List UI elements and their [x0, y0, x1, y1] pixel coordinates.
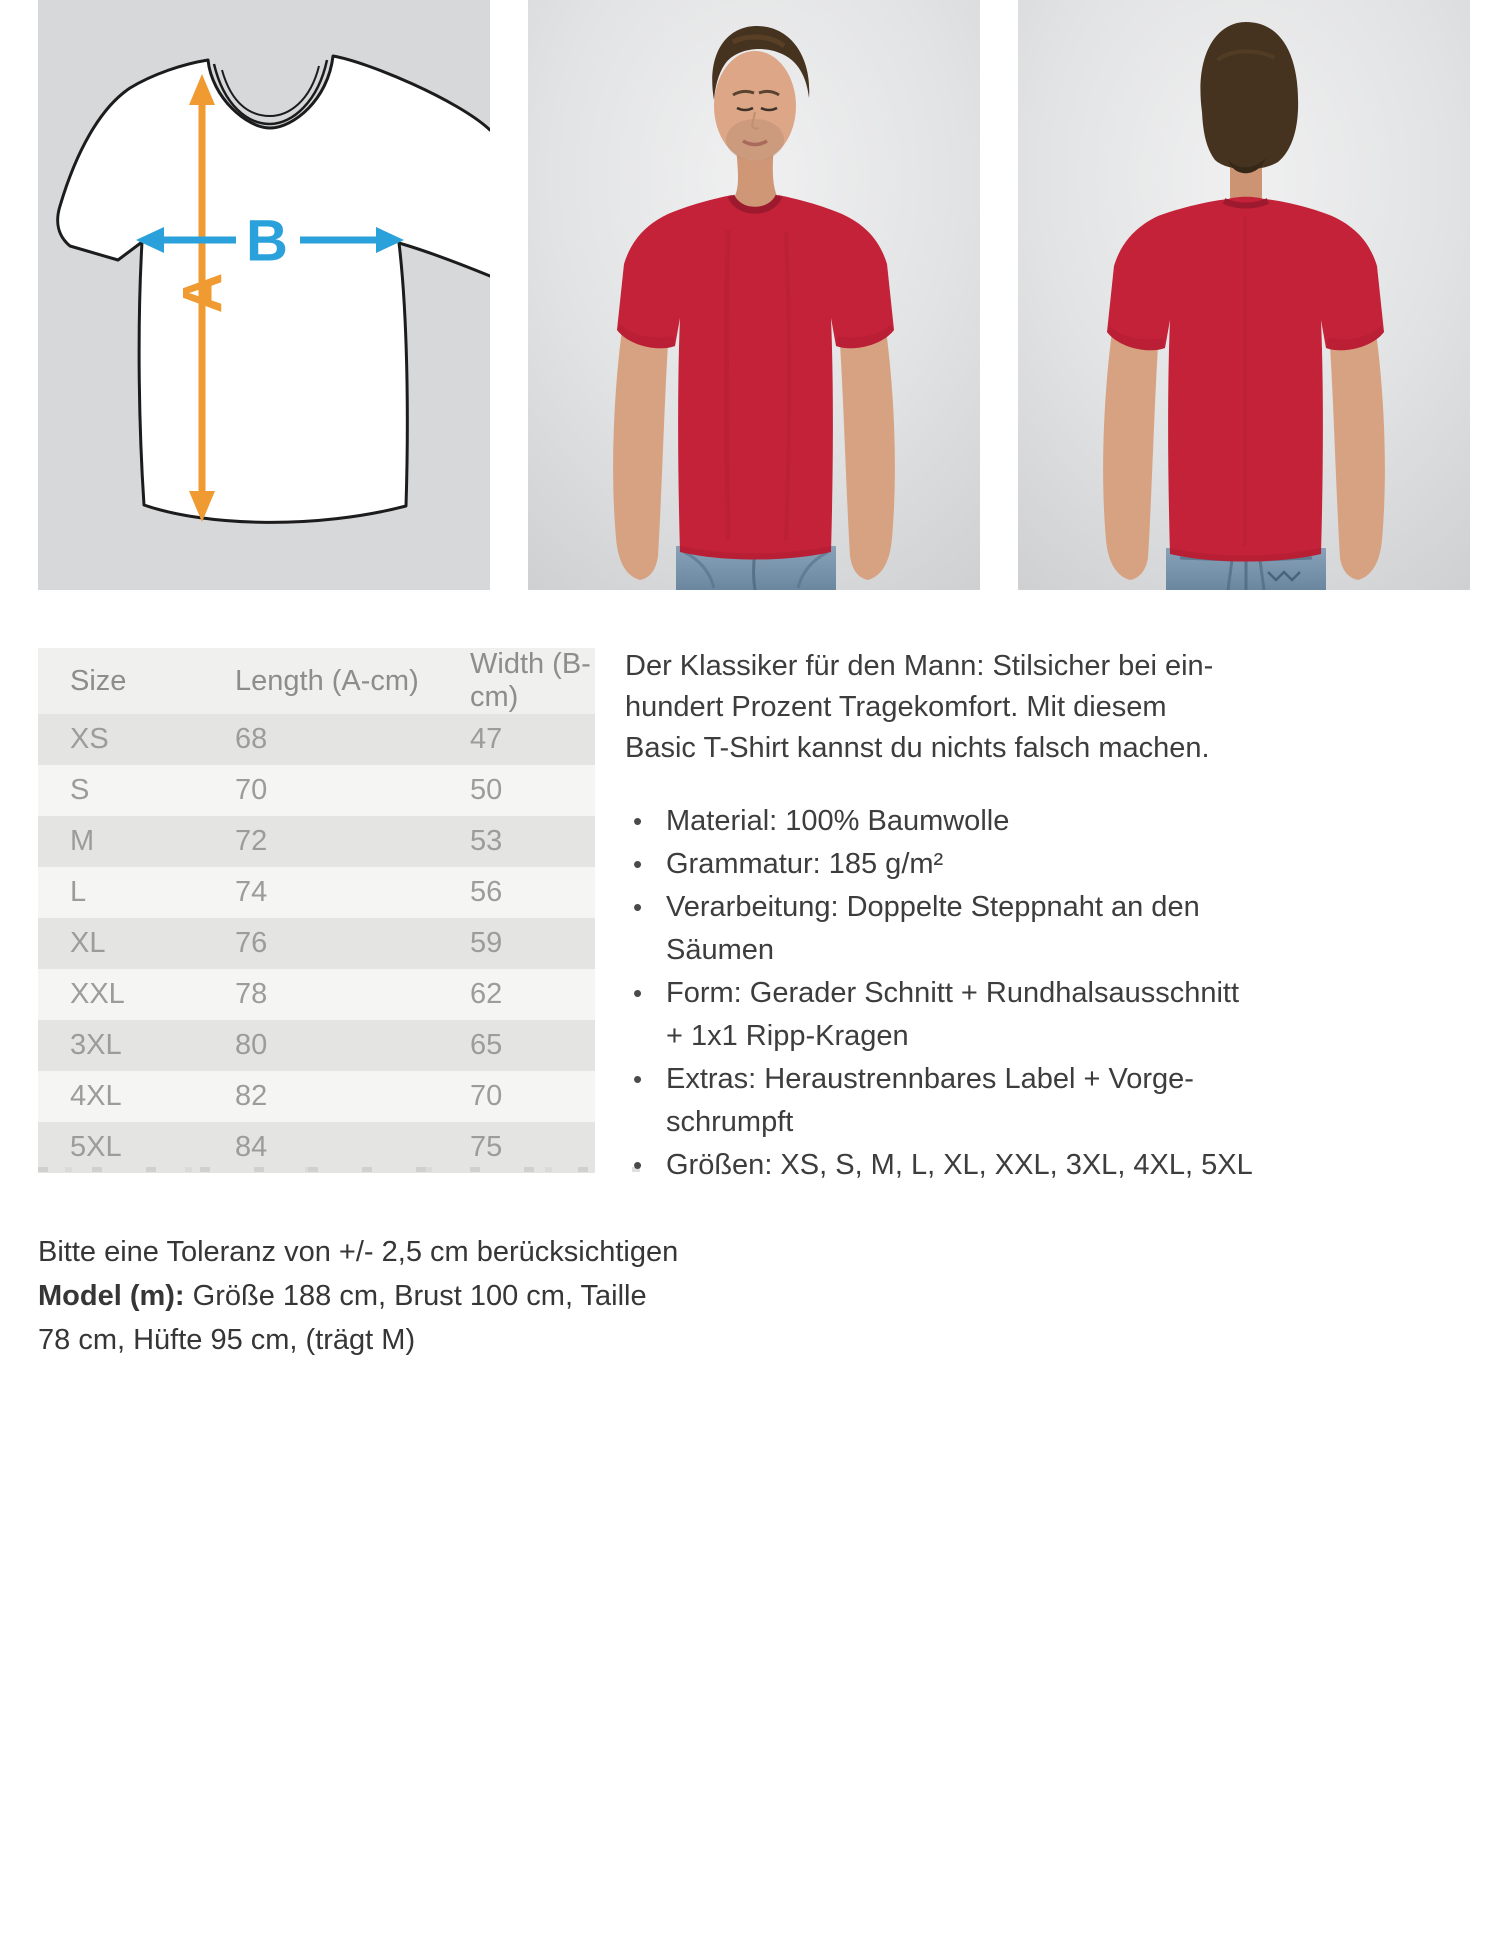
table-row — [38, 969, 595, 1020]
table-cell: XL — [38, 918, 203, 969]
column-header-length: Length (A-cm) — [203, 648, 438, 714]
table-cell: 4XL — [38, 1071, 203, 1122]
bullet-icon: • — [633, 806, 643, 836]
model-back-photo — [1018, 0, 1470, 590]
table-cell: 82 — [203, 1071, 438, 1122]
description-intro — [625, 646, 1435, 769]
table-cell: 72 — [203, 816, 438, 867]
length-a-label: A — [170, 272, 234, 314]
table-row — [38, 816, 595, 867]
bullet-icon: • — [633, 1064, 643, 1094]
table-cell: 50 — [438, 765, 595, 816]
table-cell: 53 — [438, 816, 595, 867]
bullet-icon: • — [633, 1150, 643, 1180]
spec-item-grammatur — [625, 843, 1435, 886]
model-info-line-2: 78 cm, Hüfte 95 cm, (trägt M) — [38, 1324, 416, 1356]
bullet-icon: • — [633, 978, 643, 1008]
table-cell: 56 — [438, 867, 595, 918]
width-b-label: B — [246, 208, 288, 274]
table-cell: L — [38, 867, 203, 918]
table-cell: 70 — [203, 765, 438, 816]
table-cell: 65 — [438, 1020, 595, 1071]
size-diagram-image — [38, 0, 490, 590]
table-row — [38, 1020, 595, 1071]
table-cell: 74 — [203, 867, 438, 918]
table-cell: XXL — [38, 969, 203, 1020]
model-front-illustration — [528, 0, 980, 590]
table-cell: 3XL — [38, 1020, 203, 1071]
spec-text: Extras: Heraustrennbares Label + Vorge- — [666, 1063, 1194, 1095]
size-chart-table — [38, 648, 595, 1173]
spec-text: Form: Gerader Schnitt + Rundhalsausschnitt — [666, 977, 1240, 1009]
tshirt-measurement-diagram — [38, 0, 490, 590]
column-header-width: Width (B-cm) — [438, 648, 595, 714]
model-back-illustration — [1018, 0, 1470, 590]
column-header-size: Size — [38, 648, 203, 714]
model-label: Model (m): — [38, 1280, 185, 1312]
bullet-icon: • — [633, 849, 643, 879]
table-cell: XS — [38, 714, 203, 765]
table-cell: 59 — [438, 918, 595, 969]
intro-line: hundert Prozent Tragekomfort. Mit diesem — [625, 691, 1167, 723]
spec-text: Material: 100% Baumwolle — [666, 805, 1010, 837]
intro-line: Der Klassiker für den Mann: Stilsicher bei ein- — [625, 650, 1214, 682]
tolerance-line: Bitte eine Toleranz von +/- 2,5 cm berücksichtigen — [38, 1236, 679, 1268]
table-row — [38, 765, 595, 816]
table-row — [38, 714, 595, 765]
spec-item-material — [625, 800, 1435, 843]
product-description — [625, 646, 1435, 1187]
model-info-text: Größe 188 cm, Brust 100 cm, Taille — [184, 1280, 647, 1312]
table-row — [38, 1122, 595, 1173]
cropped-text-artifact — [38, 1167, 640, 1172]
spec-item-verarbeitung — [625, 886, 1435, 972]
table-cell: M — [38, 816, 203, 867]
table-cell: 68 — [203, 714, 438, 765]
table-cell: 62 — [438, 969, 595, 1020]
model-front-photo — [528, 0, 980, 590]
hair — [1200, 22, 1298, 169]
spec-text: schrumpft — [666, 1106, 794, 1138]
table-cell: 78 — [203, 969, 438, 1020]
table-row — [38, 918, 595, 969]
spec-text: Größen: XS, S, M, L, XL, XXL, 3XL, 4XL, 5XL — [666, 1149, 1253, 1181]
spec-text: + 1x1 Ripp-Kragen — [666, 1020, 909, 1052]
model-info-line — [38, 1274, 768, 1318]
table-header-row — [38, 648, 595, 714]
table-cell: 75 — [438, 1122, 595, 1173]
table-cell: 76 — [203, 918, 438, 969]
bullet-icon: • — [633, 892, 643, 922]
table-row — [38, 867, 595, 918]
spec-item-extras — [625, 1058, 1435, 1144]
spec-item-groessen — [625, 1144, 1435, 1187]
spec-text: Grammatur: 185 g/m² — [666, 848, 944, 880]
table-cell: 5XL — [38, 1122, 203, 1173]
table-cell: S — [38, 765, 203, 816]
spec-text: Verarbeitung: Doppelte Steppnaht an den — [666, 891, 1200, 923]
spec-list — [625, 800, 1435, 1187]
table-cell: 47 — [438, 714, 595, 765]
spec-item-form — [625, 972, 1435, 1058]
spec-text: Säumen — [666, 934, 775, 966]
tolerance-note — [38, 1230, 768, 1362]
table-cell: 84 — [203, 1122, 438, 1173]
table-cell: 70 — [438, 1071, 595, 1122]
table-row — [38, 1071, 595, 1122]
intro-line: Basic T-Shirt kannst du nichts falsch machen. — [625, 732, 1210, 764]
table-cell: 80 — [203, 1020, 438, 1071]
